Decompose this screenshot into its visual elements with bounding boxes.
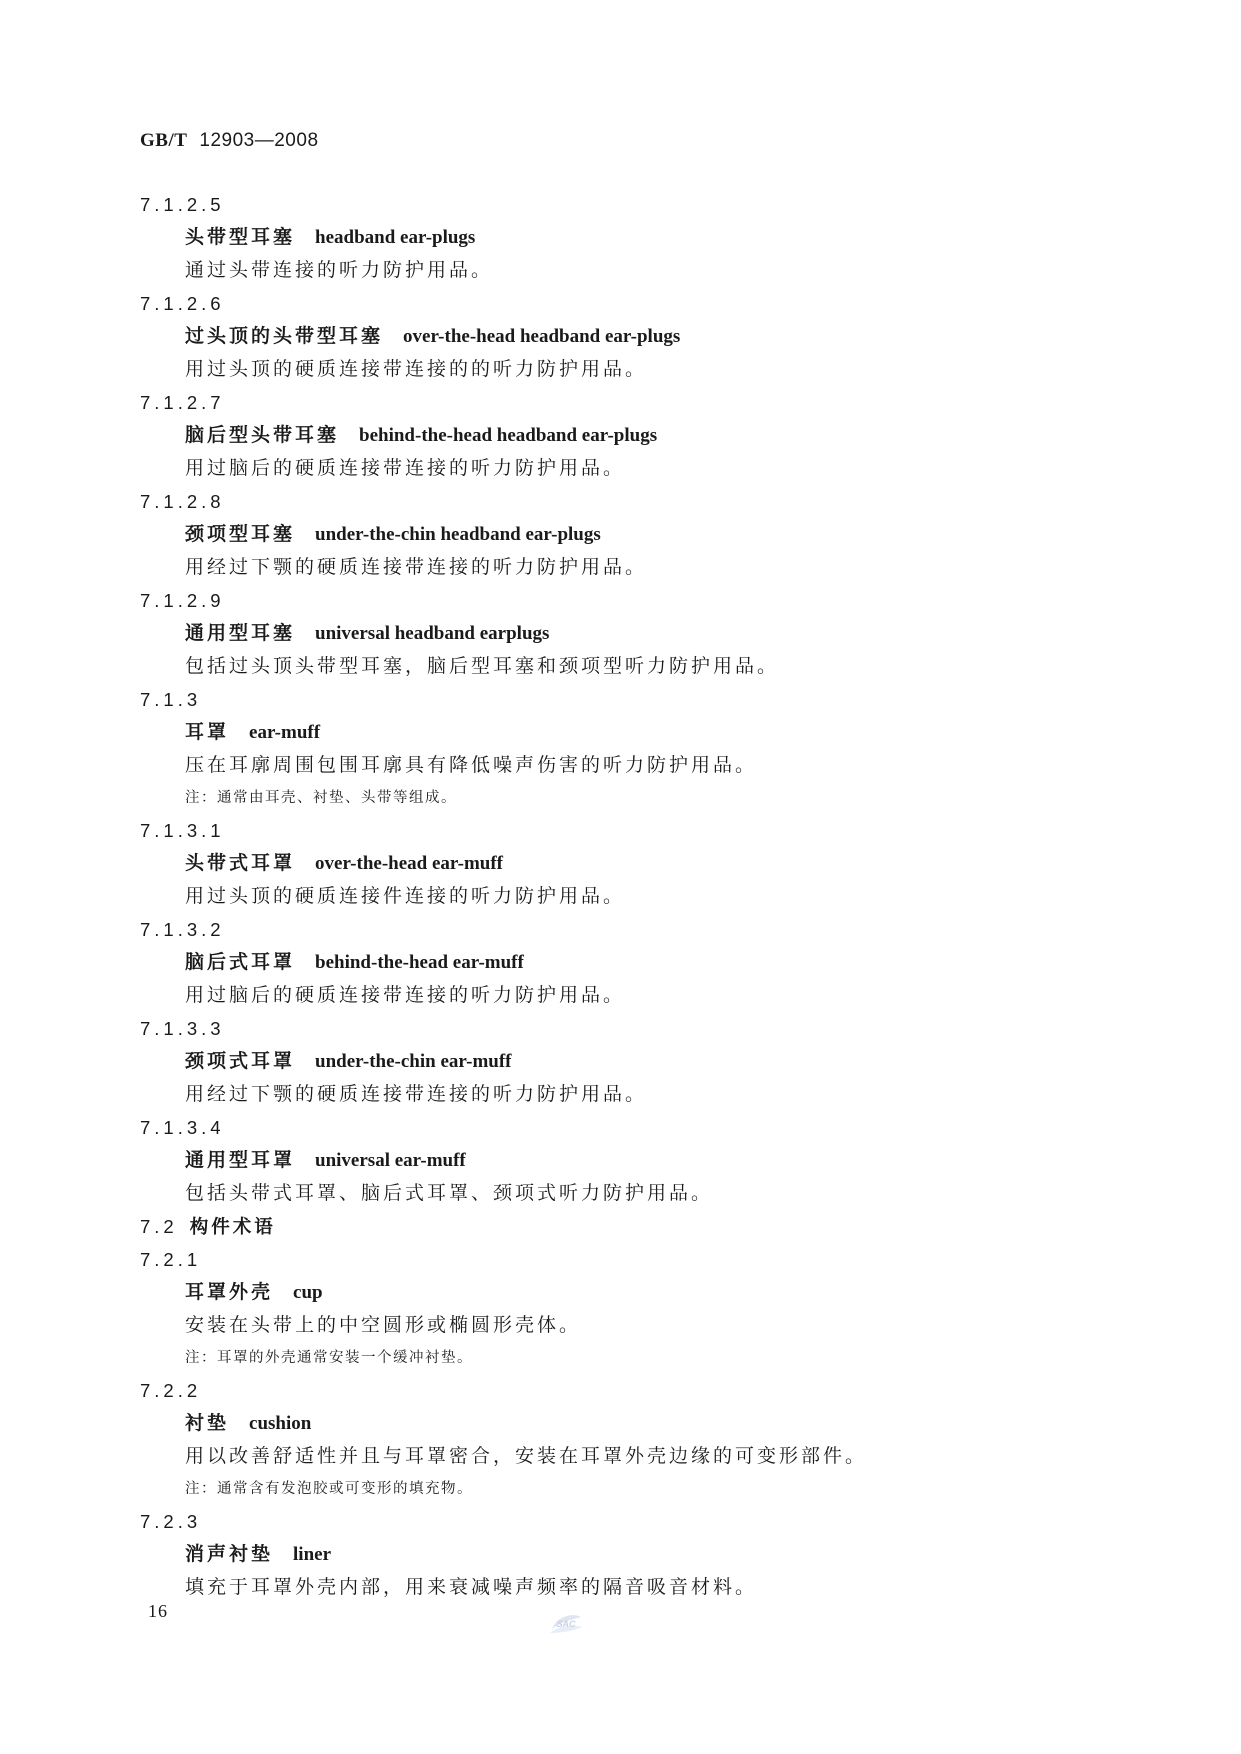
term-chinese: 头带型耳塞	[185, 226, 296, 248]
term-english: behind-the-head ear-muff	[315, 952, 524, 973]
term-heading	[185, 221, 1120, 254]
term-definition: 用过脑后的硬质连接带连接的听力防护用品。	[185, 984, 626, 1006]
term-english: headband ear-plugs	[315, 227, 476, 248]
term-definition: 用以改善舒适性并且与耳罩密合，安装在耳罩外壳边缘的可变形部件。	[185, 1445, 868, 1467]
term-definition: 包括头带式耳罩、脑后式耳罩、颈项式听力防护用品。	[185, 1182, 714, 1204]
term-heading	[185, 617, 1120, 650]
term-chinese: 颈项式耳罩	[185, 1050, 296, 1072]
term-heading	[185, 1538, 1120, 1571]
term-chinese: 耳罩外壳	[185, 1281, 274, 1303]
clause-number: 7.1.3	[140, 689, 202, 710]
clause-number: 7.1.2.9	[140, 590, 225, 611]
clause-number: 7.1.3.1	[140, 820, 225, 841]
term-heading	[185, 419, 1120, 452]
term-heading	[185, 320, 1120, 353]
term-english: universal headband earplugs	[315, 623, 550, 644]
term-definition: 用过头顶的硬质连接带连接的的听力防护用品。	[185, 358, 648, 380]
term-chinese: 过头顶的头带型耳塞	[185, 325, 384, 347]
clause-number: 7.2.1	[140, 1249, 202, 1270]
term-definition: 用过脑后的硬质连接带连接的听力防护用品。	[185, 457, 626, 479]
term-heading	[185, 1407, 1120, 1440]
term-english: universal ear-muff	[315, 1150, 466, 1171]
clause-number: 7.1.3.3	[140, 1018, 225, 1039]
term-heading	[185, 946, 1120, 979]
term-heading	[185, 1276, 1120, 1309]
clause-number: 7.1.3.4	[140, 1117, 225, 1138]
clause-number: 7.1.2.7	[140, 392, 225, 413]
section-title: 构件术语	[189, 1217, 276, 1238]
term-chinese: 衬垫	[185, 1412, 230, 1434]
page-number: 16	[148, 1601, 168, 1621]
clause-number: 7.1.3.2	[140, 919, 225, 940]
term-heading	[185, 1144, 1120, 1177]
term-chinese: 通用型耳塞	[185, 622, 296, 644]
term-english: liner	[293, 1544, 332, 1565]
term-english: ear-muff	[249, 722, 321, 743]
term-heading	[185, 1045, 1120, 1078]
term-english: cushion	[249, 1413, 312, 1434]
clause-number: 7.1.2.8	[140, 491, 225, 512]
term-english: cup	[293, 1282, 323, 1303]
term-heading	[185, 716, 1120, 749]
term-chinese: 通用型耳罩	[185, 1149, 296, 1171]
term-definition: 包括过头顶头带型耳塞，脑后型耳塞和颈项型听力防护用品。	[185, 655, 780, 677]
term-definition: 安装在头带上的中空圆形或椭圆形壳体。	[185, 1314, 582, 1336]
term-note: 注：耳罩的外壳通常安装一个缓冲衬垫。	[185, 1350, 473, 1366]
clause-number: 7.2.2	[140, 1380, 202, 1401]
term-chinese: 头带式耳罩	[185, 852, 296, 874]
term-english: under-the-chin ear-muff	[315, 1051, 512, 1072]
term-chinese: 脑后式耳罩	[185, 951, 296, 973]
term-note: 注：通常由耳壳、衬垫、头带等组成。	[185, 790, 457, 806]
term-definition: 通过头带连接的听力防护用品。	[185, 259, 494, 281]
section-heading	[140, 1210, 1120, 1243]
term-definition: 用过头顶的硬质连接件连接的听力防护用品。	[185, 885, 626, 907]
standard-number: 12903—2008	[199, 130, 319, 151]
sac-watermark-logo	[548, 1607, 584, 1637]
term-english: over-the-head headband ear-plugs	[403, 326, 681, 347]
section-number: 7.2	[140, 1216, 178, 1237]
term-english: behind-the-head headband ear-plugs	[359, 425, 658, 446]
sac-watermark-text: SAC	[556, 1619, 576, 1629]
clause-number: 7.1.2.5	[140, 194, 225, 215]
clause-number: 7.1.2.6	[140, 293, 225, 314]
term-note: 注：通常含有发泡胶或可变形的填充物。	[185, 1481, 473, 1497]
term-heading	[185, 847, 1120, 880]
term-chinese: 耳罩	[185, 721, 230, 743]
term-chinese: 颈项型耳塞	[185, 523, 296, 545]
term-heading	[185, 518, 1120, 551]
term-definition: 填充于耳罩外壳内部，用来衰减噪声频率的隔音吸音材料。	[185, 1576, 758, 1598]
term-definition: 压在耳廓周围包围耳廓具有降低噪声伤害的听力防护用品。	[185, 754, 758, 776]
term-definition: 用经过下颚的硬质连接带连接的听力防护用品。	[185, 556, 648, 578]
term-english: under-the-chin headband ear-plugs	[315, 524, 601, 545]
document-body	[140, 188, 1120, 1604]
term-chinese: 脑后型头带耳塞	[185, 424, 340, 446]
standard-code: GB/T	[140, 130, 188, 151]
term-definition: 用经过下颚的硬质连接带连接的听力防护用品。	[185, 1083, 648, 1105]
term-chinese: 消声衬垫	[185, 1543, 274, 1565]
term-english: over-the-head ear-muff	[315, 853, 504, 874]
clause-number: 7.2.3	[140, 1511, 202, 1532]
standard-header	[140, 130, 319, 152]
